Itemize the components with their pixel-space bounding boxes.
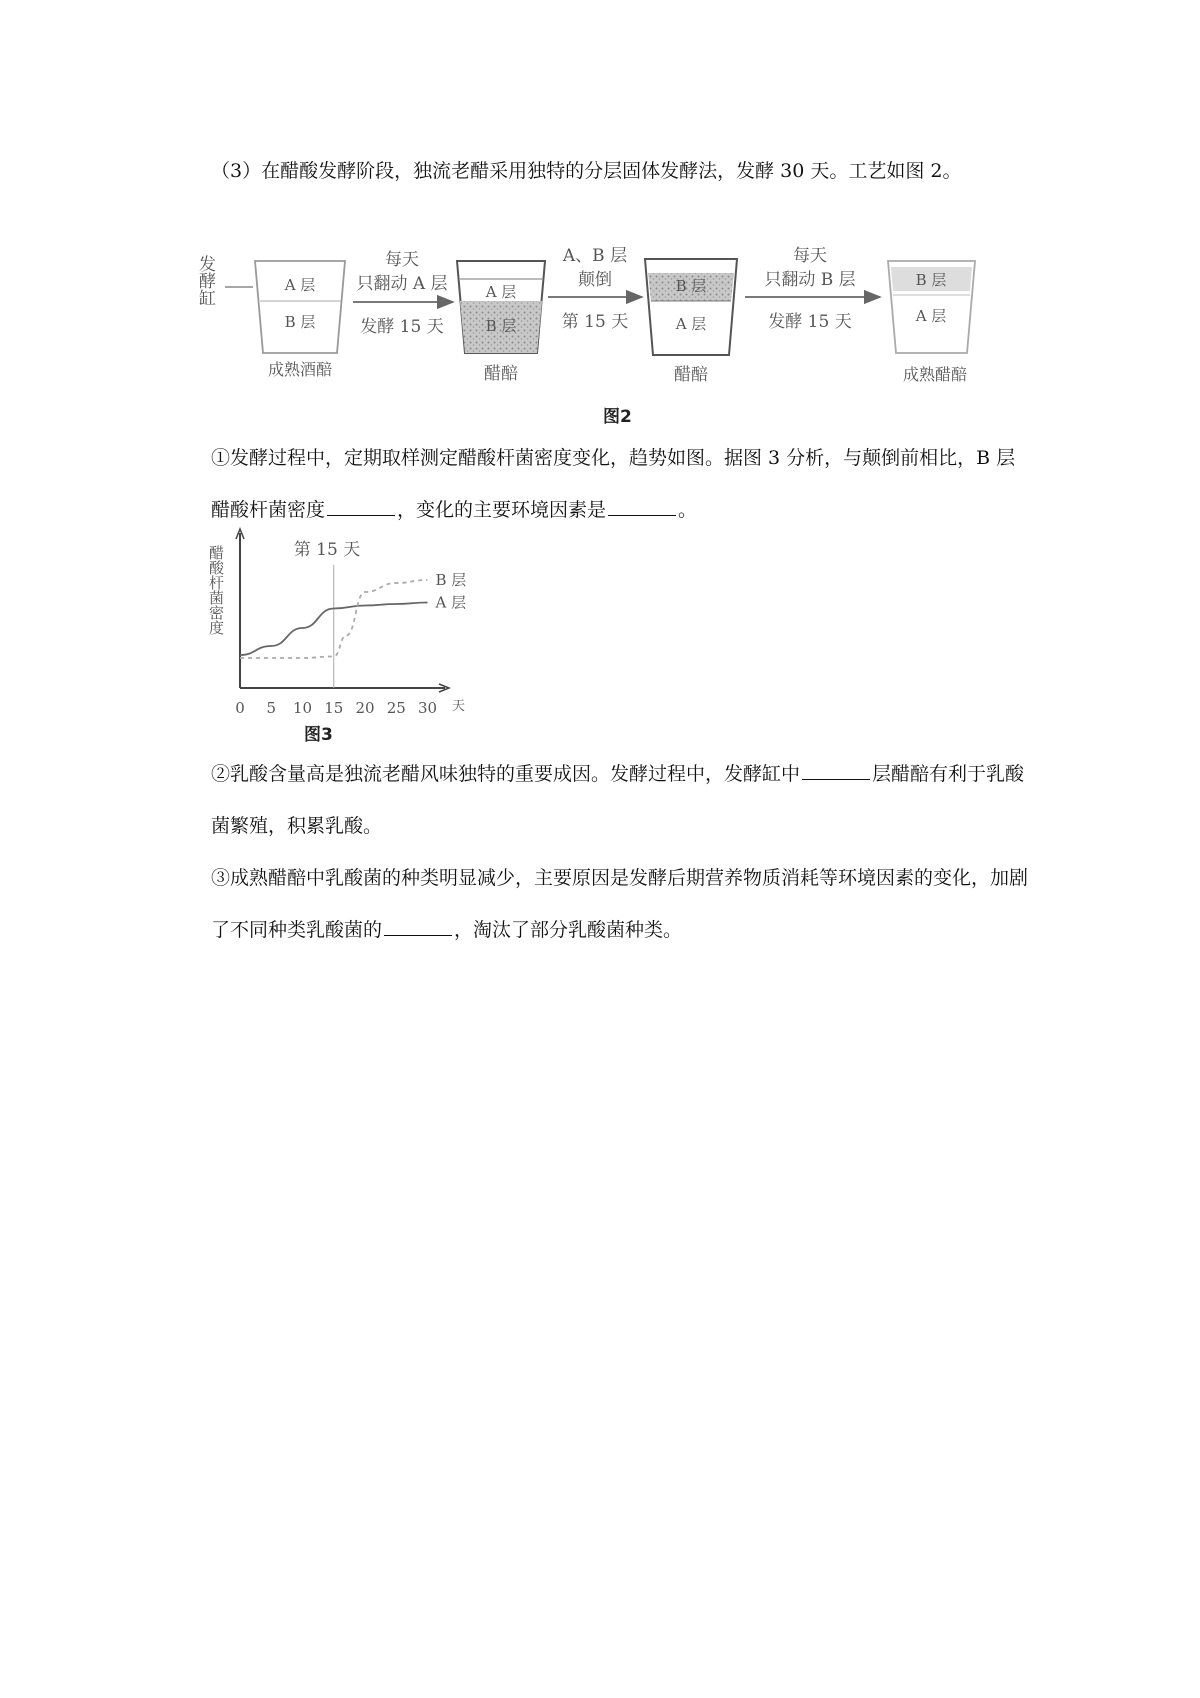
figure3-chart: [207, 525, 490, 720]
jar-4-top-label: B 层: [915, 271, 947, 289]
arrow-1-below: 发酵 15 天: [360, 317, 444, 337]
question-1-part1: ①发酵过程中，定期取样测定醋酸杆菌密度变化，趋势如图。据图 3 分析，与颠倒前相比，B 层醋酸杆菌密度: [211, 447, 1016, 521]
question-3: [211, 852, 1031, 956]
jar-1-caption: 成熟酒醅: [267, 360, 333, 379]
x-tick-label: 5: [266, 699, 277, 717]
question-2: [211, 748, 1031, 852]
jar-3-bottom-label: A 层: [675, 315, 707, 333]
answer-blank-4[interactable]: [384, 917, 452, 936]
x-axis-label: 天: [452, 699, 466, 714]
x-tick-label: 25: [386, 699, 406, 717]
question-1-part2: ，变化的主要环境因素是: [397, 499, 607, 521]
arrow-3-below: 发酵 15 天: [768, 312, 852, 332]
jar-1-top-label: A 层: [284, 276, 316, 294]
question-3-part1: ③成熟醋醅中乳酸菌的种类明显减少，主要原因是发酵后期营养物质消耗等环境因素的变化，加剧了不同种类乳酸菌的: [211, 867, 1029, 941]
arrow-1: [353, 250, 453, 337]
jar-1-bottom-label: B 层: [284, 313, 316, 331]
jar-3-top-label: B 层: [675, 277, 707, 295]
x-tick-label: 15: [324, 699, 344, 717]
intro-paragraph: （3）在醋酸发酵阶段，独流老醋采用独特的分层固体发酵法，发酵 30 天。工艺如图 2。: [211, 160, 962, 182]
arrow-2: [548, 246, 642, 332]
arrow-1-line1: 每天: [385, 250, 419, 270]
arrow-3: [745, 246, 880, 332]
figure3-caption: 图3: [304, 725, 333, 745]
x-tick-label: 10: [292, 699, 313, 717]
arrow-2-line1: A、B 层: [562, 246, 628, 266]
arrow-2-line2: 颠倒: [578, 270, 612, 290]
jar-2-caption: 醋醅: [484, 364, 518, 384]
jar-3: [645, 259, 737, 385]
jar-4-bottom-label: A 层: [915, 307, 947, 325]
jar-2: [457, 261, 545, 384]
answer-blank-3[interactable]: [802, 761, 870, 780]
answer-blank-2[interactable]: [608, 497, 676, 516]
jar-2-top-label: A 层: [485, 283, 517, 301]
arrow-3-line2: 只翻动 B 层: [764, 270, 856, 290]
series-label-a: A 层: [435, 593, 467, 612]
question-2-part1: ②乳酸含量高是独流老醋风味独特的重要成因。发酵过程中，发酵缸中: [211, 763, 801, 785]
arrow-2-below: 第 15 天: [561, 312, 629, 332]
figure2-caption: 图2: [603, 407, 632, 427]
question-1-part3: 。: [678, 499, 698, 521]
arrow-1-line2: 只翻动 A 层: [356, 274, 448, 294]
y-axis-label: 醋酸杆菌密度: [207, 545, 225, 635]
question-2-part2: 层醋醅有利于乳酸菌繁殖，积累乳酸。: [211, 763, 1025, 837]
series-label-b: B 层: [435, 571, 467, 589]
jar-3-caption: 醋醅: [674, 365, 708, 385]
question-3-part2: ，淘汰了部分乳酸菌种类。: [454, 919, 683, 941]
jar-1: [255, 261, 345, 379]
day15-annotation: 第 15 天: [293, 540, 361, 560]
figure2-process-diagram: [195, 245, 1035, 395]
fermentation-vat-label: 发酵缸: [195, 255, 215, 306]
x-tick-label: 30: [417, 699, 438, 717]
arrow-3-line1: 每天: [793, 246, 827, 266]
jar-4-caption: 成熟醋醅: [902, 365, 968, 384]
answer-blank-1[interactable]: [327, 497, 395, 516]
jar-2-bottom-label: B 层: [485, 317, 517, 335]
x-tick-label: 0: [235, 699, 245, 717]
jar-4: [888, 261, 975, 384]
x-tick-label: 20: [355, 699, 375, 717]
question-1: [211, 432, 1031, 536]
